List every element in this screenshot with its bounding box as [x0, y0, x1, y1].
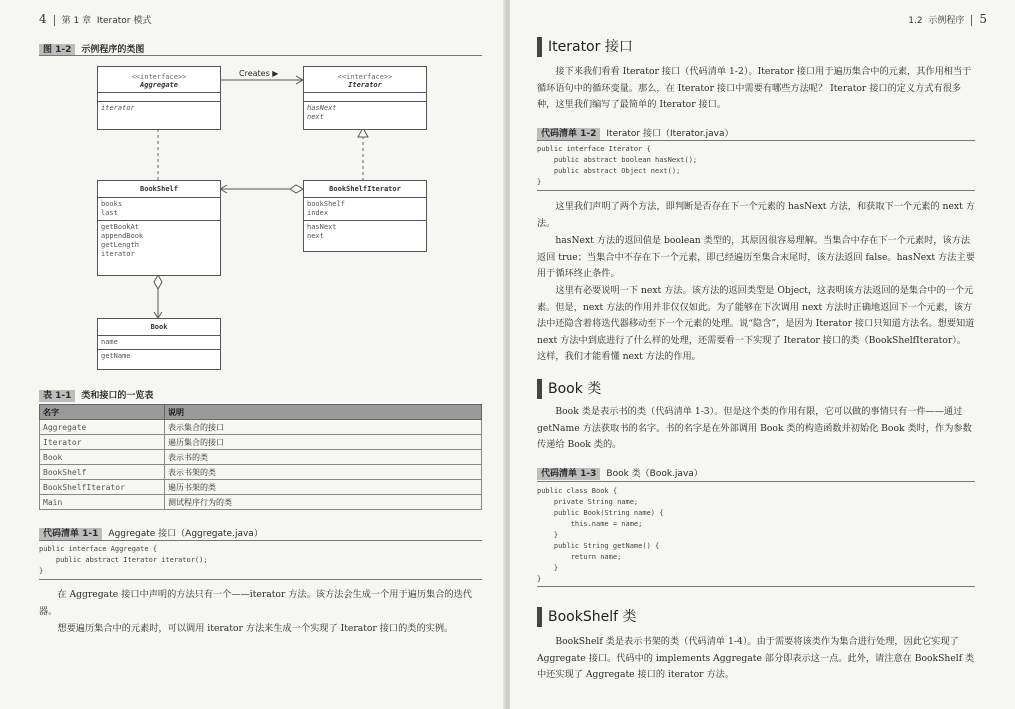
section-heading [537, 36, 633, 57]
section-heading [537, 606, 636, 627]
table-cell: 遍历集合的接口 [165, 435, 482, 450]
table-cell: Aggregate [40, 420, 165, 435]
listing-title: Book 类（Book.java） [606, 469, 703, 479]
bookshelf-method: appendBook [101, 232, 144, 240]
bookshelf-iterator-method: hasNext [307, 223, 337, 231]
section-heading [537, 378, 601, 399]
table-row [40, 435, 482, 450]
table-row [40, 495, 482, 510]
iterator-method: hasNext [307, 104, 337, 112]
listing-top-rule [39, 540, 482, 541]
table-cell: Iterator [40, 435, 165, 450]
bookshelf-iterator-field: index [307, 209, 329, 217]
listing-caption [537, 126, 734, 139]
paragraph: Book 类是表示书的类（代码清单 1-3）。但是这个类的作用有限，它可以做的事情只有一件——通过 getName 方法获取书的名字。书的名字是在外部调用 Book 类的构造函数并初始化 Book 类时，作为参数传递给 Book 类的。 [537, 406, 972, 450]
bookshelf-name: BookShelf [98, 181, 220, 198]
creates-label: Creates ▶ [239, 69, 279, 78]
section-ref: 1.2 [908, 16, 923, 26]
paragraph: 在 Aggregate 接口中声明的方法只有一个——iterator 方法。该方法会生成一个用于遍历集合的迭代器。 [39, 589, 472, 617]
table-caption [39, 388, 153, 401]
bookshelf-iterator-method: next [307, 232, 324, 240]
bookshelf-iterator-name: BookShelfIterator [304, 181, 426, 198]
bookshelf-field: last [101, 209, 118, 217]
paragraph: 这里我们声明了两个方法，即判断是否存在下一个元素的 hasNext 方法，和获取下一个元素的 next 方法。 [537, 201, 975, 229]
table-cell: 遍历书架的类 [165, 480, 482, 495]
uml-bookshelf-iterator [303, 180, 427, 252]
paragraph: 想要遍历集合中的元素时，可以调用 iterator 方法来生成一个实现了 Iterator 接口的类的实例。 [57, 623, 454, 634]
uml-iterator [303, 66, 427, 130]
listing-caption [537, 466, 703, 479]
book-field: name [98, 336, 220, 350]
page-number: 4 [39, 12, 47, 26]
paragraph: 这里有必要说明一下 next 方法。该方法的返回类型是 Object，这表明该方法返回的是集合中的一个元素。但是，next 方法的作用并非仅仅如此。为了能够在下次调用 next 方法时正确地返回下一个元素，该方法中还隐含着将迭代器移动至下一个元素的处理。说“隐含”，是因为 Iterator 接口只知道方法名。想要知道 next 方法中到底进行了什么样的处理，还需要看一下实现了 Iterator 接口的类（BookShelfIterator）。这样，我们才能看懂 next 方法的作用。 [537, 285, 975, 362]
listing-caption [39, 526, 263, 539]
iterator-stereotype: <<interface>> [337, 73, 393, 81]
listing-bottom-rule [537, 190, 975, 191]
listing-code: public interface Aggregate { public abstract Iterator iterator(); } [39, 545, 208, 575]
table-row [40, 465, 482, 480]
table-cell: 测试程序行为的类 [165, 495, 482, 510]
bookshelf-field: books [101, 200, 123, 208]
listing-bottom-rule [39, 579, 482, 580]
listing-tag: 代码清单 1-1 [39, 528, 102, 540]
paragraph: hasNext 方法的返回值是 boolean 类型的，其原因很容易理解。当集合中存在下一个元素时，该方法返回 true；当集合中不存在下一个元素，即已经遍历至集合末尾时，该方法返回 false。hasNext 方法主要用于循环终止条件。 [537, 235, 975, 279]
right-page [510, 0, 1015, 709]
table-title: 类和接口的一览表 [81, 391, 154, 401]
table-cell: 表示集合的接口 [165, 420, 482, 435]
table-cell: 表示书的类 [165, 450, 482, 465]
listing-title: Iterator 接口（Iterator.java） [606, 129, 734, 139]
aggregate-stereotype: <<interface>> [131, 73, 187, 81]
chapter-label: 第 1 章 [61, 16, 92, 26]
page-number: 5 [979, 12, 987, 26]
listing-code: public interface Iterator { public abstract boolean hasNext(); public abstract Object next(); } [537, 145, 698, 186]
aggregate-method: iterator [101, 104, 135, 112]
table-cell: Main [40, 495, 165, 510]
paragraph: 接下来我们看看 Iterator 接口（代码清单 1-2）。Iterator 接口用于遍历集合中的元素，其作用相当于循环语句中的循环变量。那么，在 Iterator 接口中需要有哪些方法呢？ Iterator 接口的定义方式有很多种，这里我们编写了最简单的 Iterator 接口。 [537, 66, 972, 110]
section-title: Iterator 接口 [548, 39, 633, 55]
listing-bottom-rule [537, 586, 975, 587]
aggregate-name: Aggregate [140, 81, 178, 89]
paragraph: BookShelf 类是表示书架的类（代码清单 1-4）。由于需要将该类作为集合进行处理，因此它实现了 Aggregate 接口。代码中的 implements Aggregate 部分即表示这一点。此外，请注意在 BookShelf 类中还实现了 Aggregate 接口的 iterator 方法。 [537, 636, 975, 680]
table-header: 说明 [165, 405, 482, 420]
uml-aggregate [97, 66, 221, 130]
iterator-name: Iterator [348, 81, 382, 89]
class-table [39, 404, 482, 510]
listing-title: Aggregate 接口（Aggregate.java） [108, 529, 263, 539]
aggregation-diamond [290, 185, 303, 193]
listing-tag: 代码清单 1-3 [537, 468, 600, 480]
left-page [0, 0, 505, 709]
listing-top-rule [537, 140, 975, 141]
table-cell: BookShelf [40, 465, 165, 480]
book-name: Book [98, 319, 220, 336]
listing-tag: 代码清单 1-2 [537, 128, 600, 140]
right-running-header [908, 12, 987, 26]
uml-bookshelf [97, 180, 221, 276]
bookshelf-iterator-field: bookShelf [307, 200, 345, 208]
table-row [40, 450, 482, 465]
book-method: getName [101, 352, 131, 360]
bookshelf-method: iterator [101, 250, 135, 258]
section-title: Book 类 [548, 381, 602, 397]
figure-title: 示例程序的类图 [81, 45, 145, 55]
table-row [40, 480, 482, 495]
listing-top-rule [537, 481, 975, 482]
bookshelf-method: getBookAt [101, 223, 139, 231]
bookshelf-method: getLength [101, 241, 139, 249]
table-cell: BookShelfIterator [40, 480, 165, 495]
listing-code: public class Book { private String name; public Book(String name) { this.name = name; } public String getName() { return name; } } [537, 487, 664, 583]
figure-tag: 图 1-2 [39, 44, 75, 56]
section-title: BookShelf 类 [548, 609, 637, 625]
uml-book [97, 318, 221, 370]
chapter-title: Iterator 模式 [96, 16, 152, 26]
table-cell: Book [40, 450, 165, 465]
table-header: 名字 [40, 405, 165, 420]
book-aggregation-diamond [154, 275, 162, 289]
uml-connectors [0, 0, 505, 380]
iterator-method: next [307, 113, 324, 121]
table-cell: 表示书架的类 [165, 465, 482, 480]
table-row [40, 420, 482, 435]
table-tag: 表 1-1 [39, 390, 75, 402]
section-ref-title: 示例程序 [928, 16, 965, 26]
